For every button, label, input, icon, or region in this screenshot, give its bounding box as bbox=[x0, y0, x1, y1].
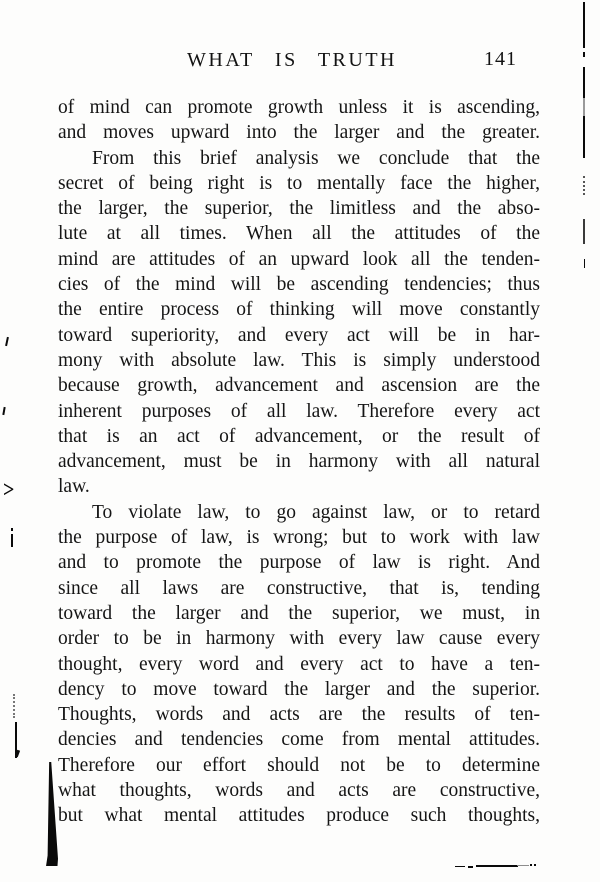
text-line: To violate law, to go against law, or to retard bbox=[92, 501, 540, 523]
text-line: that is an act of advancement, or the result of bbox=[58, 425, 540, 447]
scan-artifact-margin-tick bbox=[2, 407, 5, 415]
text-line: what thoughts, words and acts are constructive, bbox=[58, 780, 540, 802]
text-line: but what mental attitudes produce such thoughts, bbox=[58, 805, 540, 827]
scan-artifact-bottom-dash bbox=[476, 865, 518, 867]
scan-artifact-margin-chevron: > bbox=[3, 477, 15, 503]
text-line: From this brief analysis we conclude that the bbox=[92, 147, 540, 169]
text-line: the larger, the superior, the limitless and the abso- bbox=[58, 198, 540, 220]
text-line: and moves upward into the larger and the greater. bbox=[58, 122, 540, 144]
text-line: because growth, advancement and ascension are the bbox=[58, 375, 540, 397]
text-line: cies of the mind will be ascending tendencies; thus bbox=[58, 274, 540, 296]
scan-artifact-margin-mark bbox=[11, 528, 13, 531]
scan-artifact-bottom-dash bbox=[468, 866, 473, 868]
scan-artifact-bottom-dash bbox=[534, 864, 536, 866]
text-line: of mind can promote growth unless it is ascending, bbox=[58, 97, 540, 118]
text-line: toward superiority, and every act will be in har- bbox=[58, 324, 540, 346]
text-line: dency to move toward the larger and the superior. bbox=[58, 678, 540, 700]
scan-artifact-bottom-dash bbox=[455, 866, 465, 867]
text-line: the entire process of thinking will move constantly bbox=[58, 299, 540, 321]
scan-artifact-right-edge-line bbox=[583, 2, 585, 48]
scan-artifact-bottom-dash bbox=[530, 864, 532, 866]
text-line: since all laws are constructive, that is, tending bbox=[58, 577, 540, 599]
scan-artifact-right-edge-line bbox=[584, 259, 585, 268]
text-line: mind are attitudes of an upward look all the tenden- bbox=[58, 248, 540, 270]
text-line: order to be in harmony with every law cause every bbox=[58, 628, 540, 650]
text-line: inherent purposes of all law. Therefore every act bbox=[58, 400, 540, 422]
chapter-title: WHAT IS TRUTH bbox=[187, 49, 397, 71]
text-line: lute at all times. When all the attitudes of the bbox=[58, 223, 540, 245]
text-line: and to promote the purpose of law is right. And bbox=[58, 552, 540, 574]
scan-artifact-right-edge-line bbox=[583, 67, 585, 98]
text-line: Thoughts, words and acts are the results of ten- bbox=[58, 704, 540, 726]
scan-artifact-right-edge-line bbox=[583, 116, 585, 158]
scan-artifact-margin-dashes bbox=[13, 694, 15, 718]
page-body bbox=[58, 95, 540, 829]
text-line: law. bbox=[58, 476, 90, 498]
scan-artifact-margin-mark bbox=[11, 534, 13, 547]
text-line: the purpose of law, is wrong; but to work with law bbox=[58, 527, 540, 549]
scan-artifact-margin-tick bbox=[5, 337, 9, 346]
text-line: thought, every word and every act to have a ten- bbox=[58, 653, 540, 675]
scan-artifact-bottom-dash bbox=[517, 865, 529, 866]
text-line: toward the larger and the superior, we must, in bbox=[58, 602, 540, 624]
text-line: Therefore our effort should not be to determine bbox=[58, 754, 540, 776]
text-line: mony with absolute law. This is simply understood bbox=[58, 349, 540, 371]
text-line: secret of being right is to mentally face the higher, bbox=[58, 172, 540, 194]
scan-artifact-right-edge-line bbox=[583, 219, 585, 244]
scan-artifact-right-edge-line bbox=[583, 176, 585, 195]
page-number: 141 bbox=[484, 48, 517, 70]
text-line: dencies and tendencies come from mental attitudes. bbox=[58, 729, 540, 751]
scan-artifact-right-edge-line bbox=[583, 98, 585, 116]
text-line: advancement, must be in harmony with all natural bbox=[58, 451, 540, 473]
scan-artifact-ink-wedge bbox=[45, 762, 58, 866]
scan-artifact-margin-line bbox=[15, 750, 20, 758]
scan-artifact-right-edge-line bbox=[583, 52, 585, 57]
